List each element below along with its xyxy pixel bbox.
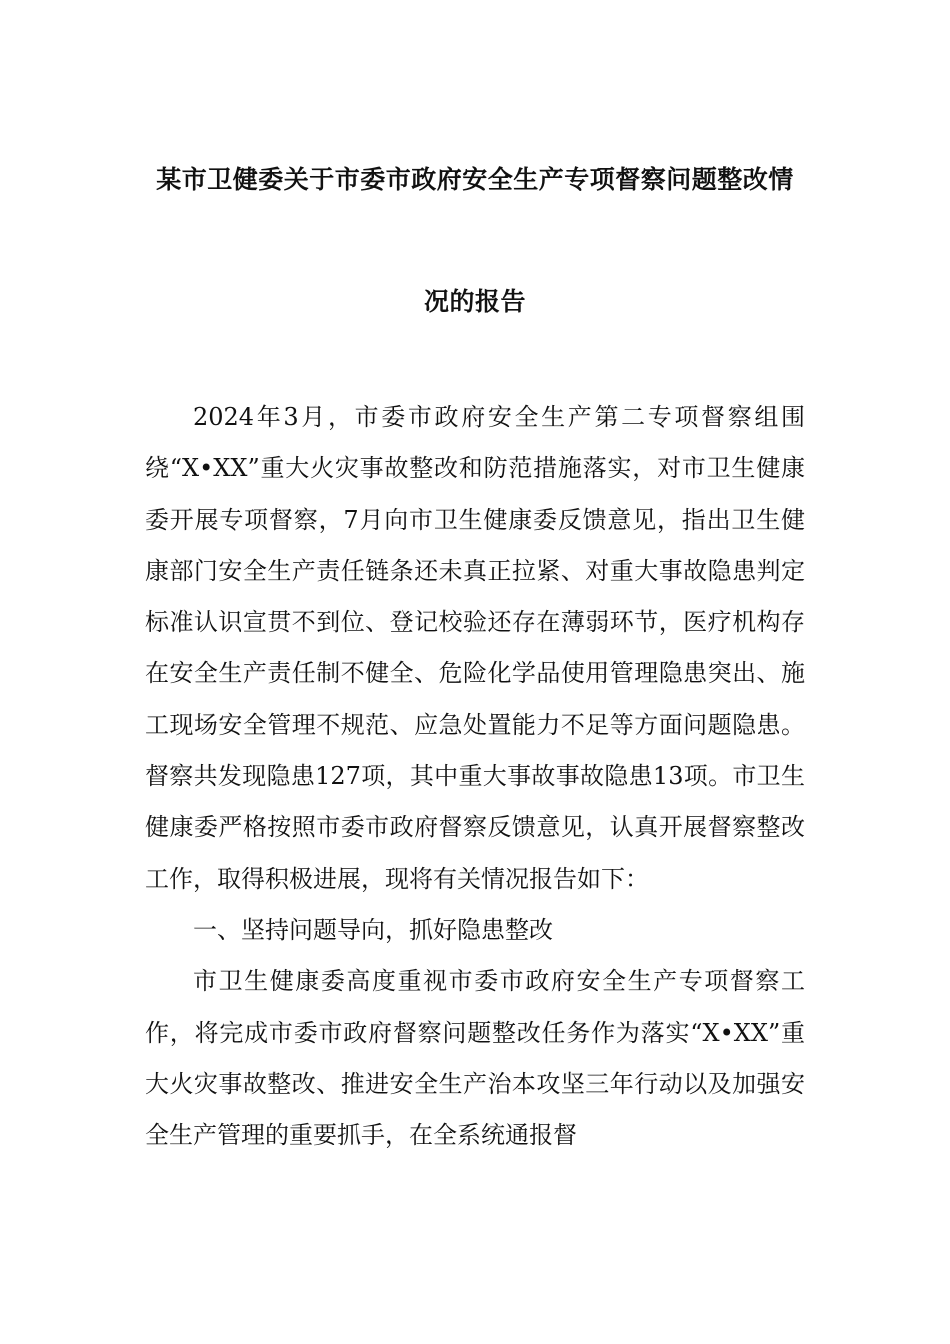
section-heading-1: 一、坚持问题导向，抓好隐患整改 (193, 915, 553, 944)
paragraph-intro: 2024年3月，市委市政府安全生产第二专项督察组围绕“X•XX”重大火灾事故整改和防范措施落实，对市卫生健康委开展专项督察，7月向市卫生健康委反馈意见，指出卫生健康部门安全生产责任链条还未真正拉紧、对重大事故隐患判定标准认识宣贯不到位、登记校验还存在薄弱环节，医疗机构存在安全生产责任制不健全、危险化学品使用管理隐患突出、施工现场安全管理不规范、应急处置能力不足等方面问题隐患。督察共发现隐患127项，其中重大事故事故隐患13项。市卫生健康委严格按照市委市政府督察反馈意见，认真开展督察整改工作，取得积极进展，现将有关情况报告如下： (145, 403, 805, 893)
document-body (145, 392, 805, 1161)
document-title-line-1: 某市卫健委关于市委市政府安全生产专项督察问题整改情 (156, 165, 794, 194)
paragraph-section-1: 市卫生健康委高度重视市委市政府安全生产专项督察工作，将完成市委市政府督察问题整改任务作为落实“X•XX”重大火灾事故整改、推进安全生产治本攻坚三年行动以及加强安全生产管理的重要抓手，在全系统通报督 (145, 967, 805, 1150)
document-title-line-2: 况的报告 (423, 287, 526, 316)
